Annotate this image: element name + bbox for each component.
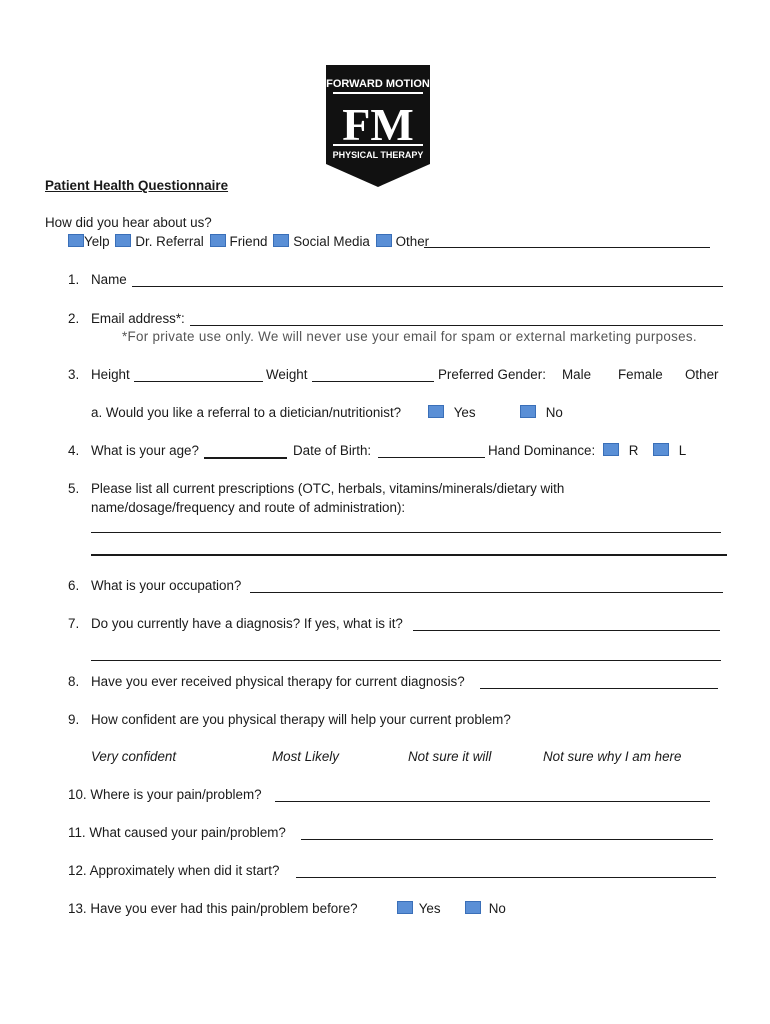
q13-text: Have you ever had this pain/problem before? (90, 901, 358, 916)
other-input-line[interactable] (424, 247, 710, 248)
gender-female-option[interactable]: Female (618, 367, 663, 382)
social-media-checkbox[interactable] (273, 234, 289, 247)
q13-yes-label: Yes (418, 901, 441, 916)
q2-number: 2. (68, 311, 80, 326)
logo-bottom-text: PHYSICAL THERAPY (332, 150, 424, 160)
name-input-line[interactable] (132, 286, 723, 287)
q12-number: 12. (68, 863, 87, 878)
occupation-input-line[interactable] (250, 592, 723, 593)
dob-input-line[interactable] (378, 457, 485, 458)
dob-label: Date of Birth: (293, 443, 372, 458)
other-label: Other (395, 234, 430, 249)
hand-left-group (653, 443, 686, 458)
email-input-line[interactable] (190, 325, 723, 326)
dietician-no-label: No (545, 405, 563, 420)
referral-options (68, 234, 429, 249)
q12-text: Approximately when did it start? (89, 863, 280, 878)
q7-label: Do you currently have a diagnosis? If yes, what is it? (91, 616, 403, 631)
age-input-line[interactable] (204, 457, 287, 459)
weight-input-line[interactable] (312, 381, 434, 382)
confidence-very-confident[interactable]: Very confident (91, 749, 177, 764)
q10-text: Where is your pain/problem? (90, 787, 262, 802)
social-media-label: Social Media (293, 234, 370, 249)
q10-number: 10. (68, 787, 87, 802)
q3-number: 3. (68, 367, 80, 382)
friend-checkbox[interactable] (210, 234, 226, 247)
diagnosis-input-line-1[interactable] (413, 630, 720, 631)
email-privacy-note: *For private use only. We will never use your email for spam or external marketing purposes. (122, 329, 697, 344)
q13-label (68, 901, 358, 916)
dr-referral-label: Dr. Referral (135, 234, 204, 249)
q1-number: 1. (68, 272, 80, 287)
gender-male-option[interactable]: Male (562, 367, 592, 382)
q1-label: Name (91, 272, 127, 287)
q8-label: Have you ever received physical therapy for current diagnosis? (91, 674, 465, 689)
dietician-no-checkbox[interactable] (520, 405, 536, 418)
q9-label: How confident are you physical therapy will help your current problem? (91, 712, 511, 727)
dietician-yes-group (428, 405, 476, 420)
q7-number: 7. (68, 616, 80, 631)
confidence-not-sure-why[interactable]: Not sure why I am here (543, 749, 682, 764)
q5-number: 5. (68, 481, 80, 496)
q13-no-label: No (488, 901, 506, 916)
q8-number: 8. (68, 674, 80, 689)
dietician-yes-checkbox[interactable] (428, 405, 444, 418)
other-checkbox[interactable] (376, 234, 392, 247)
referral-question: How did you hear about us? (45, 215, 212, 230)
hand-right-checkbox[interactable] (603, 443, 619, 456)
q6-label: What is your occupation? (91, 578, 242, 593)
hand-dominance-label: Hand Dominance: (488, 443, 596, 458)
q5-label-line2: name/dosage/frequency and route of administration): (91, 500, 406, 515)
age-label: What is your age? (91, 443, 199, 458)
q11-number: 11. (68, 825, 86, 840)
diagnosis-input-line-2[interactable] (91, 660, 721, 661)
q6-number: 6. (68, 578, 80, 593)
prescriptions-input-line-1[interactable] (91, 532, 721, 533)
q4-number: 4. (68, 443, 80, 458)
pain-cause-input-line[interactable] (301, 839, 713, 840)
dietician-no-group (520, 405, 563, 420)
forward-motion-logo (325, 64, 431, 188)
gender-other-option[interactable]: Other (685, 367, 719, 382)
form-title: Patient Health Questionnaire (45, 178, 229, 193)
q9-number: 9. (68, 712, 80, 727)
q2-label: Email address*: (91, 311, 185, 326)
prescriptions-input-line-2[interactable] (91, 554, 727, 556)
q13-no-checkbox[interactable] (465, 901, 481, 914)
q12-label (68, 863, 279, 878)
dietician-yes-label: Yes (453, 405, 476, 420)
confidence-not-sure[interactable]: Not sure it will (408, 749, 492, 764)
hand-left-label: L (678, 443, 687, 458)
q13-yes-checkbox[interactable] (397, 901, 413, 914)
hand-right-group (603, 443, 638, 458)
q11-label (68, 825, 286, 840)
logo-top-text: FORWARD MOTION (326, 78, 430, 90)
q10-label (68, 787, 262, 802)
friend-label: Friend (229, 234, 268, 249)
hand-right-label: R (628, 443, 639, 458)
q11-text: What caused your pain/problem? (89, 825, 286, 840)
weight-label: Weight (266, 367, 308, 382)
gender-label: Preferred Gender: (438, 367, 546, 382)
logo-monogram: FM (342, 99, 414, 150)
q13-yes-group (397, 901, 441, 916)
dr-referral-checkbox[interactable] (115, 234, 131, 247)
height-input-line[interactable] (134, 381, 263, 382)
prior-pt-input-line[interactable] (480, 688, 718, 689)
confidence-most-likely[interactable]: Most Likely (272, 749, 339, 764)
q13-no-group (465, 901, 506, 916)
hand-left-checkbox[interactable] (653, 443, 669, 456)
height-label: Height (91, 367, 130, 382)
yelp-checkbox[interactable] (68, 234, 84, 247)
pain-start-input-line[interactable] (296, 877, 716, 878)
yelp-label: Yelp (84, 234, 110, 249)
q5-label-line1: Please list all current prescriptions (OTC, herbals, vitamins/minerals/dietary with (91, 481, 565, 496)
pain-location-input-line[interactable] (275, 801, 710, 802)
q13-number: 13. (68, 901, 87, 916)
dietician-question: a. Would you like a referral to a dietician/nutritionist? (91, 405, 402, 420)
